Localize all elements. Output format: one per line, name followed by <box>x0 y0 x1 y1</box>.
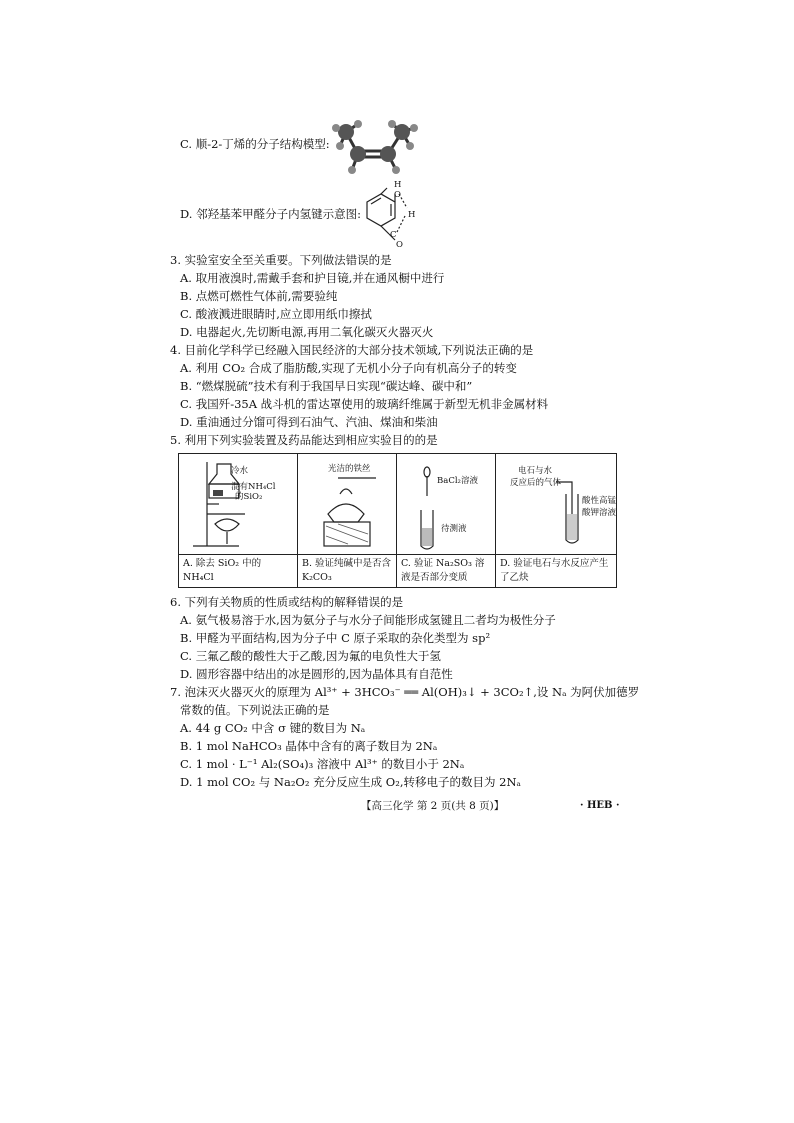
q6-option-c: C. 三氟乙酸的酸性大于乙酸,因为氟的电负性大于氢 <box>180 649 441 663</box>
caption-b: B. 验证纯碱中是否含 K₂CO₃ <box>298 555 397 588</box>
q6-option-b: B. 甲醛为平面结构,因为分子中 C 原子采取的杂化类型为 sp² <box>180 631 491 645</box>
label-mixed-nh4cl: 混有NH₄Cl <box>231 482 276 492</box>
atom-o-top: O <box>394 190 401 200</box>
label-clean-iron-wire: 光洁的铁丝 <box>328 464 371 474</box>
atom-h-right: H <box>408 210 416 220</box>
q2-option-d: D. 邻羟基苯甲醛分子内氢键示意图: <box>180 207 361 221</box>
label-acidic-kmno4: 酸性高锰 <box>582 496 617 506</box>
label-bacl2: BaCl₂溶液 <box>437 476 478 486</box>
atom-c: C <box>390 230 397 240</box>
label-sio2: 的SiO₂ <box>235 492 263 502</box>
q4-option-d: D. 重油通过分馏可得到石油气、汽油、煤油和柴油 <box>180 415 438 429</box>
q7-option-d: D. 1 mol CO₂ 与 Na₂O₂ 充分反应生成 O₂,转移电子的数目为 2Nₐ <box>180 775 521 789</box>
q3-option-c: C. 酸液溅进眼睛时,应立即用纸巾擦拭 <box>180 307 372 321</box>
q7-option-b: B. 1 mol NaHCO₃ 晶体中含有的离子数目为 2Nₐ <box>180 739 438 753</box>
cis-2-butene-model-icon <box>328 118 428 180</box>
q6-stem: 6. 下列有关物质的性质或结构的解释错误的是 <box>170 595 404 609</box>
label-cold-water: 冷水 <box>231 466 249 476</box>
atom-o-bottom: O <box>396 240 403 250</box>
q2-option-c: C. 顺-2-丁烯的分子结构模型: <box>180 137 330 151</box>
apparatus-c <box>397 454 495 554</box>
label-kmno4-solution: 酸钾溶液 <box>582 508 617 518</box>
q3-option-a: A. 取用液溴时,需戴手套和护目镜,并在通风橱中进行 <box>180 271 445 285</box>
apparatus-b <box>298 454 396 554</box>
dropper-test-tube-icon <box>397 454 495 554</box>
q3-stem: 3. 实验室安全至关重要。下列做法错误的是 <box>170 253 392 267</box>
q5-stem: 5. 利用下列实验装置及药品能达到相应实验目的的是 <box>170 433 438 447</box>
apparatus-a <box>179 454 297 554</box>
label-test-solution: 待测液 <box>441 524 467 534</box>
q3-option-d: D. 电器起火,先切断电源,再用二氧化碳灭火器灭火 <box>180 325 434 339</box>
q4-option-c: C. 我国歼-35A 战斗机的雷达罩使用的玻璃纤维属于新型无机非金属材料 <box>180 397 549 411</box>
experiment-table <box>178 453 617 588</box>
paper-code: · HEB · <box>580 800 620 811</box>
q6-option-d: D. 圆形容器中结出的冰是圆形的,因为晶体具有自范性 <box>180 667 453 681</box>
label-carbide-water: 电石与水 <box>518 466 553 476</box>
q7-stem: 7. 泡沫灭火器灭火的原理为 Al³⁺ + 3HCO₃⁻ ══ Al(OH)₃↓ + 3CO₂↑,设 Nₐ 为阿伏加德罗 <box>170 685 640 699</box>
page-footer: 【高三化学 第 2 页(共 8 页)】 <box>361 800 505 812</box>
q7-option-a: A. 44 g CO₂ 中含 σ 键的数目为 Nₐ <box>180 721 366 735</box>
q3-option-b: B. 点燃可燃性气体前,需要验纯 <box>180 289 338 303</box>
q4-option-a: A. 利用 CO₂ 合成了脂肪酸,实现了无机小分子向有机高分子的转变 <box>180 361 517 375</box>
caption-a: A. 除去 SiO₂ 中的 NH₄Cl <box>179 555 298 588</box>
label-gas-after-reaction: 反应后的气体 <box>510 478 562 488</box>
apparatus-d <box>496 454 616 554</box>
caption-d: D. 验证电石与水反应产生了乙炔 <box>496 555 617 588</box>
q6-option-a: A. 氨气极易溶于水,因为氨分子与水分子间能形成氢键且二者均为极性分子 <box>180 613 556 627</box>
q4-stem: 4. 目前化学科学已经融入国民经济的大部分技术领域,下列说法正确的是 <box>170 343 534 357</box>
q7-option-c: C. 1 mol · L⁻¹ Al₂(SO₄)₃ 溶液中 Al³⁺ 的数目小于 2Nₐ <box>180 757 465 771</box>
q4-option-b: B. “燃煤脱硫”技术有利于我国早日实现“碳达峰、碳中和” <box>180 379 473 393</box>
caption-c: C. 验证 Na₂SO₃ 溶液是否部分变质 <box>397 555 496 588</box>
q7-stem-continued: 常数的值。下列说法正确的是 <box>180 703 330 717</box>
atom-h-top: H <box>394 180 402 190</box>
